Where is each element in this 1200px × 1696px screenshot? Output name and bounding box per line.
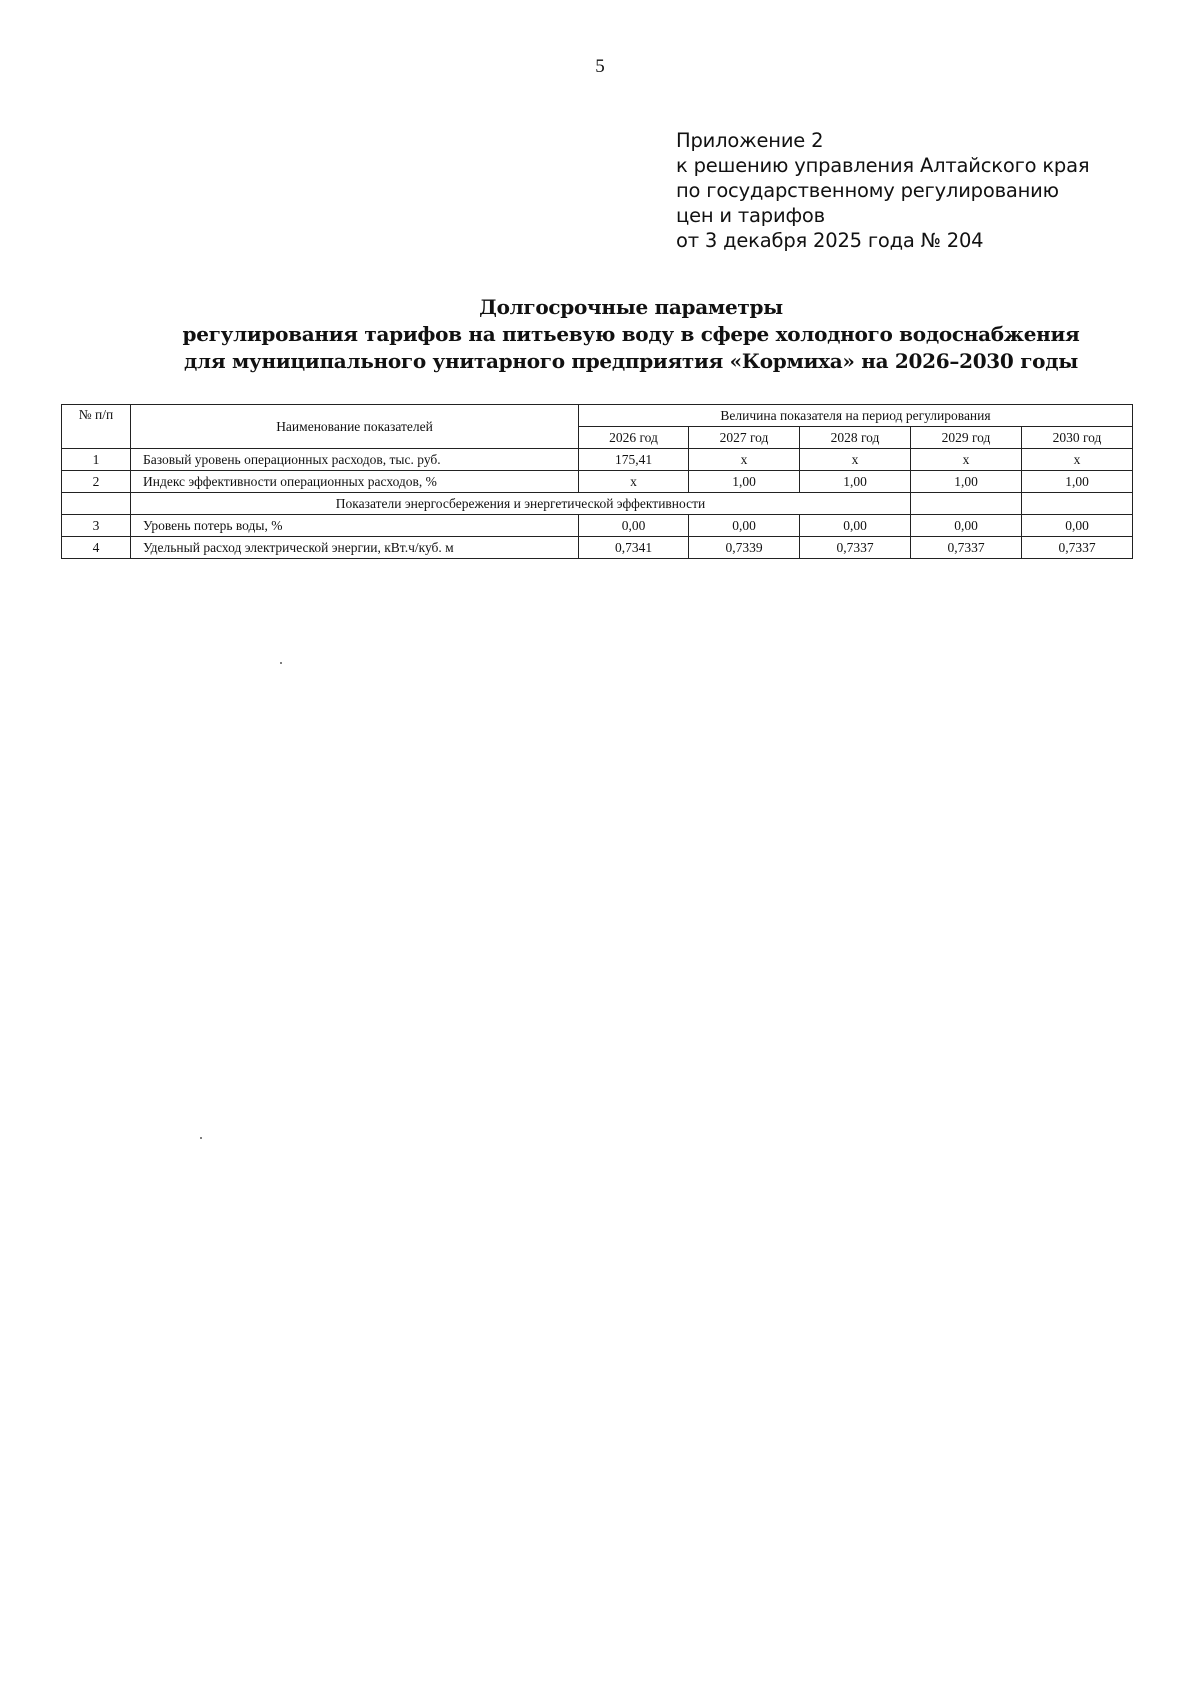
section-row	[62, 493, 1133, 515]
row-value: x	[689, 449, 800, 471]
row-value: 1,00	[911, 471, 1022, 493]
document-title	[0, 294, 1200, 375]
row-name: Базовый уровень операционных расходов, тыс. руб.	[131, 449, 579, 471]
row-value: 1,00	[1022, 471, 1133, 493]
header-period: Величина показателя на период регулирования	[579, 405, 1133, 427]
table-row	[62, 449, 1133, 471]
section-empty-cell	[62, 493, 131, 515]
row-num: 3	[62, 515, 131, 537]
header-name: Наименование показателей	[131, 405, 579, 449]
row-value: 0,7337	[911, 537, 1022, 559]
row-value: 1,00	[689, 471, 800, 493]
row-value: 0,7337	[800, 537, 911, 559]
row-name: Индекс эффективности операционных расходов, %	[131, 471, 579, 493]
header-year: 2029 год	[911, 427, 1022, 449]
header-year: 2030 год	[1022, 427, 1133, 449]
row-name: Уровень потерь воды, %	[131, 515, 579, 537]
header-year: 2026 год	[579, 427, 689, 449]
appendix-line: к решению управления Алтайского края	[676, 154, 1090, 177]
row-value: 0,00	[800, 515, 911, 537]
appendix-line: по государственному регулированию	[676, 179, 1059, 202]
header-num: № п/п	[62, 405, 131, 449]
appendix-line: цен и тарифов	[676, 204, 825, 227]
row-value: x	[579, 471, 689, 493]
page-number: 5	[595, 56, 605, 77]
parameters-table	[61, 404, 1133, 559]
row-value: 1,00	[800, 471, 911, 493]
row-value: x	[800, 449, 911, 471]
row-value: 175,41	[579, 449, 689, 471]
row-value: 0,7341	[579, 537, 689, 559]
table-row	[62, 471, 1133, 493]
table-row	[62, 515, 1133, 537]
row-value: 0,00	[1022, 515, 1133, 537]
appendix-line: от 3 декабря 2025 года № 204	[676, 229, 984, 252]
section-empty-cell	[1022, 493, 1133, 515]
scan-speck	[280, 662, 282, 664]
section-label: Показатели энергосбережения и энергетической эффективности	[131, 493, 911, 515]
row-value: 0,7337	[1022, 537, 1133, 559]
appendix-line: Приложение 2	[676, 129, 824, 152]
header-year: 2027 год	[689, 427, 800, 449]
title-line: для муниципального унитарного предприятия «Кормиха» на 2026–2030 годы	[184, 349, 1078, 373]
row-num: 4	[62, 537, 131, 559]
header-year: 2028 год	[800, 427, 911, 449]
title-line: Долгосрочные параметры	[479, 295, 783, 319]
row-value: 0,00	[911, 515, 1022, 537]
row-value: x	[1022, 449, 1133, 471]
appendix-block	[676, 128, 1089, 253]
section-empty-cell	[911, 493, 1022, 515]
row-value: 0,7339	[689, 537, 800, 559]
title-line: регулирования тарифов на питьевую воду в сфере холодного водоснабжения	[182, 322, 1080, 346]
scan-speck	[200, 1137, 202, 1139]
row-num: 1	[62, 449, 131, 471]
table-row	[62, 537, 1133, 559]
table-header-row	[62, 405, 1133, 427]
row-num: 2	[62, 471, 131, 493]
row-value: x	[911, 449, 1022, 471]
row-value: 0,00	[689, 515, 800, 537]
row-value: 0,00	[579, 515, 689, 537]
row-name: Удельный расход электрической энергии, кВт.ч/куб. м	[131, 537, 579, 559]
